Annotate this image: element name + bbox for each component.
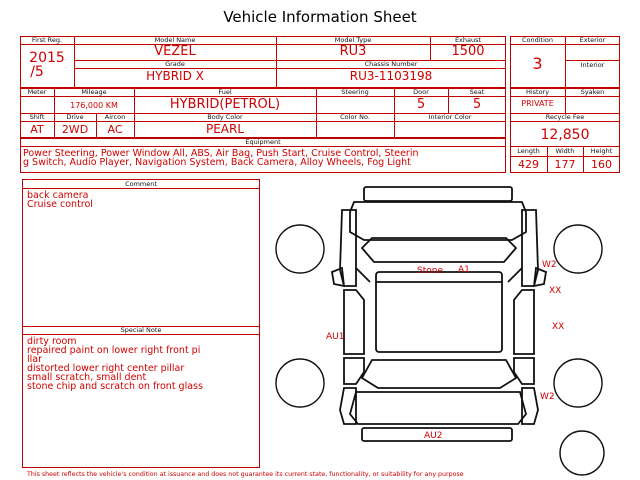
fuel-label: Fuel	[218, 88, 232, 96]
history-value: PRIVATE	[521, 99, 554, 108]
equipment-line-2: g Switch, Audio Player, Navigation System, Back Camera, Alloy Wheels, Fog Light	[23, 157, 411, 168]
special-note-line-5: small scratch, small dent	[27, 372, 147, 383]
mark-xx-2: XX	[552, 322, 565, 332]
body-color-value: PEARL	[205, 122, 245, 136]
special-note-line-2: repaired paint on lower right front pi	[27, 345, 201, 356]
fuel-value: HYBRID(PETROL)	[169, 97, 281, 112]
interior-label: Interior	[580, 61, 605, 69]
first-reg-label: First Reg.	[31, 36, 63, 44]
mark-w2-top: W2	[542, 260, 557, 270]
spare-wheel	[560, 431, 604, 475]
car-diagram	[262, 176, 632, 476]
wheel-rear-left	[276, 359, 324, 407]
width-value: 177	[554, 158, 576, 171]
special-note-label: Special Note	[120, 326, 162, 334]
comment-line-1: back camera	[27, 190, 89, 201]
right-rear-door	[514, 358, 534, 384]
grade-value: HYBRID X	[146, 69, 204, 83]
first-reg-month: /5	[30, 64, 44, 80]
mark-stone: Stone	[417, 266, 443, 276]
model-name-label: Model Name	[154, 36, 196, 44]
width-label: Width	[555, 147, 575, 155]
special-note-line-3: llar	[27, 354, 43, 365]
model-type-value: RU3	[339, 44, 367, 59]
special-note-line-1: dirty room	[27, 336, 77, 347]
history-label: History	[525, 88, 550, 96]
front-bumper	[364, 187, 512, 201]
height-label: Height	[590, 147, 613, 155]
mark-a1: A1	[458, 265, 470, 275]
disclaimer: This sheet reflects the vehicle's condition at issuance and does not guarantee its current state, functionality, or suitability for any purpose	[27, 471, 464, 478]
mark-au1: AU1	[326, 332, 345, 342]
special-note-line-4: distorted lower right center pillar	[27, 363, 185, 374]
right-mirror	[534, 268, 546, 286]
recycle-fee-label: Recycle Fee	[545, 113, 585, 121]
left-front-door	[344, 290, 364, 354]
model-name-value: VEZEL	[154, 44, 196, 59]
grade-label: Grade	[165, 60, 185, 68]
mileage-value: 176,000 KM	[70, 101, 118, 110]
special-note-line-6: stone chip and scratch on front glass	[27, 381, 203, 392]
wheel-front-left	[276, 225, 324, 273]
length-value: 429	[518, 158, 539, 171]
chassis-number-label: Chassis Number	[364, 60, 418, 68]
exterior-label: Exterior	[579, 36, 606, 44]
rear-window	[362, 360, 516, 388]
mark-w2-bottom: W2	[540, 392, 555, 402]
syaken-label: Syaken	[580, 88, 605, 96]
equipment-label: Equipment	[245, 138, 281, 146]
recycle-fee-value: 12,850	[540, 127, 590, 143]
meter-label: Meter	[27, 88, 47, 96]
mark-au2: AU2	[424, 431, 443, 441]
mileage-label: Mileage	[81, 88, 107, 96]
page-title: Vehicle Information Sheet	[223, 8, 417, 26]
left-rear-door	[344, 358, 364, 384]
right-front-door	[514, 290, 534, 354]
comment-box	[22, 179, 260, 468]
hood	[350, 202, 526, 240]
mark-xx-1: XX	[549, 286, 562, 296]
first-reg-year: 2015	[29, 50, 65, 66]
door-value: 5	[416, 97, 426, 112]
roof	[376, 272, 502, 352]
seat-label: Seat	[469, 88, 485, 96]
front-windshield	[362, 238, 516, 262]
condition-value: 3	[532, 54, 543, 73]
equipment-line-1: Power Steering, Power Window All, ABS, Air Bag, Push Start, Cruise Control, Steerin	[23, 148, 419, 159]
exhaust-value: 1500	[451, 44, 485, 59]
model-type-label: Model Type	[334, 36, 372, 44]
aircon-label: Aircon	[104, 113, 126, 121]
length-label: Length	[517, 147, 540, 155]
shift-value: AT	[30, 123, 44, 136]
aircon-value: AC	[107, 123, 123, 136]
drive-label: Drive	[66, 113, 84, 121]
chassis-number-value: RU3-1103198	[349, 69, 433, 83]
color-no-label: Color No.	[340, 113, 370, 121]
comment-line-2: Cruise control	[27, 199, 93, 210]
seat-value: 5	[472, 97, 482, 112]
left-mirror	[332, 268, 344, 286]
exhaust-label: Exhaust	[454, 36, 482, 44]
wheel-front-right	[554, 225, 602, 273]
interior-color-label: Interior Color	[428, 113, 472, 121]
door-label: Door	[413, 88, 429, 96]
steering-label: Steering	[341, 88, 369, 96]
condition-label: Condition	[521, 36, 554, 44]
comment-label: Comment	[125, 180, 157, 188]
body-color-label: Body Color	[207, 113, 243, 121]
trunk	[350, 392, 526, 424]
height-value: 160	[591, 158, 612, 171]
wheel-rear-right	[554, 359, 602, 407]
drive-value: 2WD	[61, 123, 89, 136]
shift-label: Shift	[29, 113, 45, 121]
